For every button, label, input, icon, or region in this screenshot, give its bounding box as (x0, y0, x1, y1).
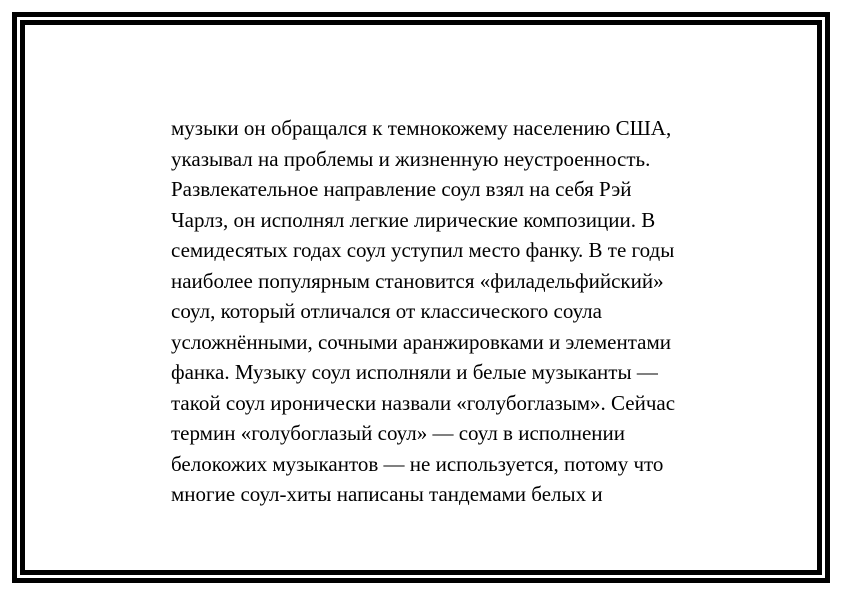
text-line: указывал на проблемы и жизненную неустроенность. (171, 146, 651, 171)
text-line: музыки он обращался к темнокожему населению США, (171, 116, 672, 140)
text-line: Чарлз, он исполнял легкие лирические композиции. В (171, 207, 656, 232)
text-line: усложнёнными, сочными аранжировками и элементами (171, 329, 672, 354)
text-line: такой соул иронически назвали «голубоглазым». Сейчас (171, 390, 676, 415)
text-line: термин «голубоглазый соул» — соул в исполнении (171, 421, 625, 445)
body-text (171, 113, 731, 510)
text-line: семидесятых годах соул уступил место фанку. В те годы (171, 238, 675, 262)
text-line: наиболее популярным становится «филадельфийский» (171, 268, 664, 293)
text-line: Развлекательное направление соул взял на себя Рэй (171, 177, 632, 201)
text-line: соул, который отличался от классического соула (171, 299, 602, 323)
text-line: фанка. Музыку соул исполняли и белые музыканты — (171, 360, 658, 384)
text-line: белокожих музыкантов — не используется, потому что (171, 451, 664, 476)
text-line: многие соул-хиты написаны тандемами белых и (171, 482, 603, 506)
